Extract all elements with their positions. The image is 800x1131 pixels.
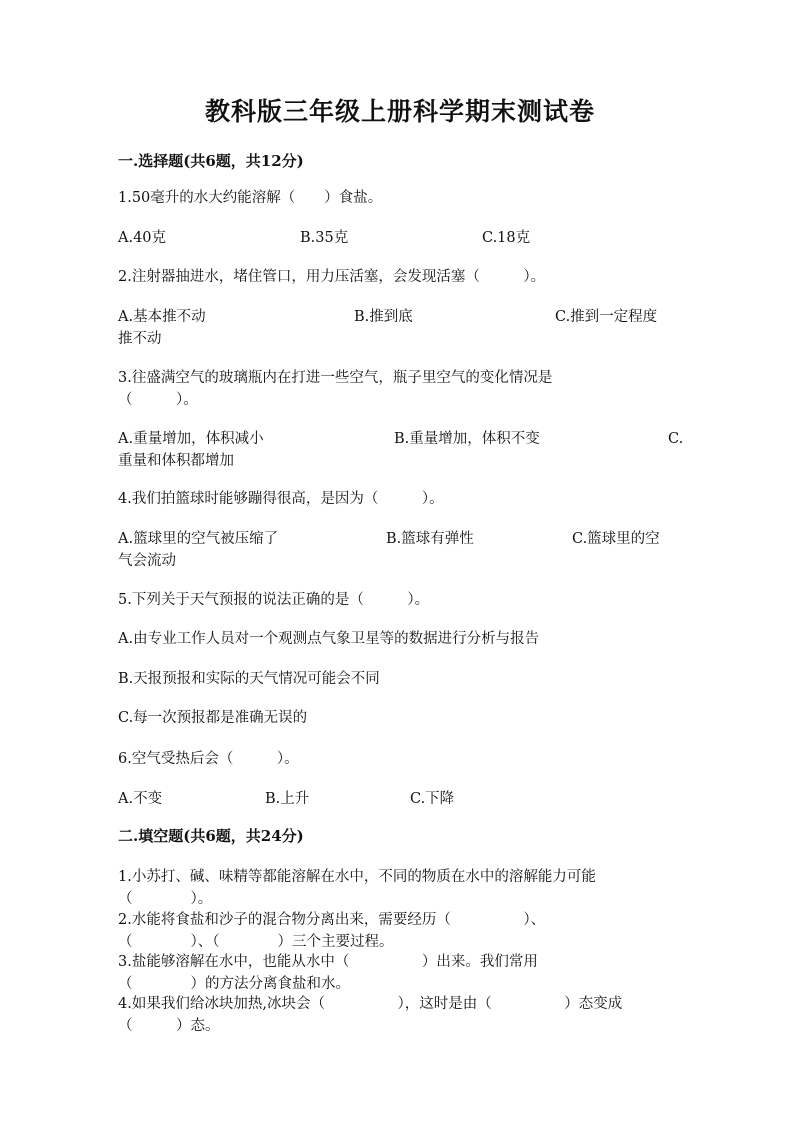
exam-title: 教科版三年级上册科学期末测试卷 xyxy=(204,97,595,126)
question-3: 3.往盛满空气的玻璃瓶内在打进一些空气，瓶子里空气的变化情况是 xyxy=(118,370,553,386)
q6-option-c: C.下降 xyxy=(410,791,455,807)
fill-2-line-1: 2.水能将食盐和沙子的混合物分离出来，需要经历（ ）、 xyxy=(118,912,546,928)
q3-option-a: A.重量增加，体积减小 xyxy=(118,431,264,447)
section-heading-choice: 一.选择题(共6题，共12分) xyxy=(118,152,304,170)
question-4: 4.我们拍篮球时能够蹦得很高，是因为（ ）。 xyxy=(118,491,444,507)
question-2: 2.注射器抽进水，堵住管口，用力压活塞，会发现活塞（ ）。 xyxy=(118,269,546,285)
question-5: 5.下列关于天气预报的说法正确的是（ ）。 xyxy=(118,592,430,608)
q2-option-c: C.推到一定程度 xyxy=(555,309,658,325)
q3-option-b: B.重量增加，体积不变 xyxy=(394,431,540,447)
fill-1-line-1: 1.小苏打、碱、味精等都能溶解在水中，不同的物质在水中的溶解能力可能 xyxy=(118,869,596,885)
fill-4-line-1: 4.如果我们给冰块加热,冰块会（ ），这时是由（ ）态变成 xyxy=(118,996,623,1012)
q2-option-a: A.基本推不动 xyxy=(118,309,206,325)
q4-option-a: A.篮球里的空气被压缩了 xyxy=(118,531,279,547)
q3-option-c-continued: 重量和体积都增加 xyxy=(118,453,234,469)
q1-option-b: B.35克 xyxy=(300,230,349,246)
section-heading-fill: 二.填空题(共6题，共24分) xyxy=(118,827,304,845)
fill-3-line-2: （ ）的方法分离食盐和水。 xyxy=(118,976,350,992)
fill-1-line-2: （ ）。 xyxy=(118,891,213,907)
q1-option-a: A.40克 xyxy=(118,230,167,246)
fill-2-line-2: （ ）、（ ）三个主要过程。 xyxy=(118,934,394,950)
q4-option-c: C.篮球里的空 xyxy=(572,531,660,547)
q4-option-c-continued: 气会流动 xyxy=(118,553,176,569)
fill-4-line-2: （ ）态。 xyxy=(118,1018,220,1034)
q3-option-c: C. xyxy=(668,431,684,447)
q5-option-c: C.每一次预报都是准确无误的 xyxy=(118,710,308,726)
q1-option-c: C.18克 xyxy=(482,230,531,246)
fill-3-line-1: 3.盐能够溶解在水中，也能从水中（ ）出来。我们常用 xyxy=(118,954,538,970)
q2-option-b: B.推到底 xyxy=(354,309,413,325)
q6-option-a: A.不变 xyxy=(118,791,163,807)
question-6: 6.空气受热后会（ ）。 xyxy=(118,751,299,767)
q5-option-b: B.天报预报和实际的天气情况可能会不同 xyxy=(118,671,380,687)
q4-option-b: B.篮球有弹性 xyxy=(386,531,474,547)
q5-option-a: A.由专业工作人员对一个观测点气象卫星等的数据进行分析与报告 xyxy=(118,631,540,647)
q6-option-b: B.上升 xyxy=(265,791,310,807)
q2-option-c-continued: 推不动 xyxy=(118,331,162,347)
question-3-continued: （ ）。 xyxy=(118,392,198,408)
question-1: 1.50毫升的水大约能溶解（ ）食盐。 xyxy=(118,190,383,206)
